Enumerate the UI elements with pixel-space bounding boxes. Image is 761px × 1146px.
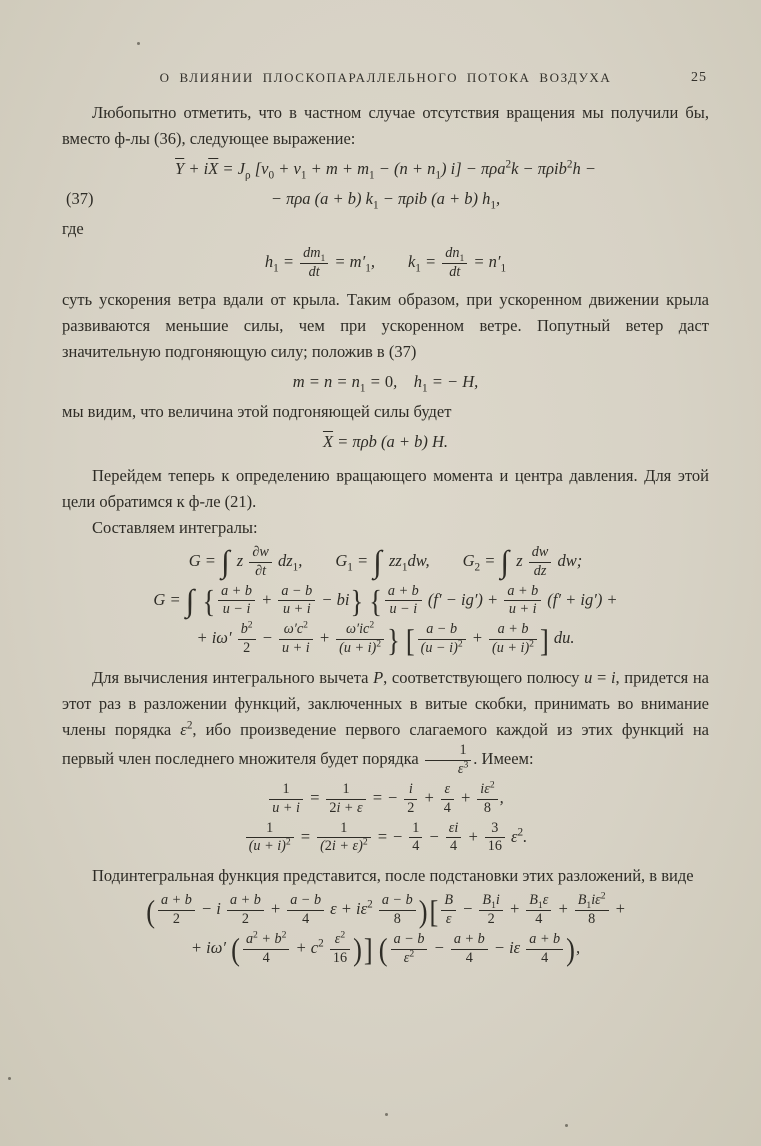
- equation-37-continued: − πρa (a + b) $k_1 - \pi\rho ib$ (a + b) $h_1$,: [270, 189, 501, 212]
- paragraph-wind-acceleration: суть ускорения ветра вдали от крыла. Таким образом, при ускоренном движении крыла развиваются меньшие силы, чем при ускоренном ветре. Попутный ветер даст значительную подгоняющую силу; положив в (37): [62, 289, 709, 361]
- paper-speck: [137, 42, 140, 45]
- equation-integrand-line2: + iω′ ( $\frac{a^2 + b^2}{4}$ + $c^2$ $\frac{\varepsilon^2}{16}$ )] ( $\frac{a - b}{\varepsilon^2}$ − $\frac{a + b}{4}$ − iε $\frac{a + b}{4}$ ),: [190, 929, 581, 968]
- running-head: [62, 70, 709, 86]
- equation-37-line2: [62, 186, 709, 212]
- paper-speck: [8, 1077, 11, 1080]
- paper-speck: [565, 1124, 568, 1127]
- equation-g-expanded-line2: + iω′ $\frac{b^2}{2}$ − $\frac{\omega'c^2}{u + i}$ + $\frac{\omega'ic^2}{(u + i)^2}$ } [ $\frac{a - b}{(u - i)^2}$ + $\frac{a + b}{(u + i)^2}$ ] du.: [196, 619, 575, 658]
- paper-speck: [385, 1113, 388, 1116]
- paragraph-intro: Любопытно отметить, что в частном случае отсутствия вращения мы получили бы, вместо ф-лы (36), следующее выражение:: [62, 103, 709, 148]
- paragraph-integrand: Подинтегральная функция представится, после подстановки этих разложений, в виде: [92, 866, 694, 886]
- where-label: где: [62, 219, 84, 238]
- paragraph-moment-center: Перейдем теперь к определению вращающего момента и центра давления. Для этой цели обратимся к ф-ле (21).: [62, 465, 709, 511]
- header-title: О ВЛИЯНИИ ПЛОСКОПАРАЛЛЕЛЬНОГО ПОТОКА ВОЗДУХА: [159, 70, 612, 85]
- paragraph-residue: Для вычисления интегрального вычета P, соответствующего полюсу u = i, придется на этот раз в разложении функций, заключенных в витые скобки, принимать во внимание члены порядка $\varepsilon^2$, ибо произведение первого слагаемого каждой из этих функций на первый член последнего множителя будет порядка $\frac{1}{\varepsilon^3}$ . Имеем:: [62, 668, 710, 777]
- equation-series-expansion-1: $\frac{1}{u + i}$ = $\frac{1}{2i + \varepsilon}$ = − $\frac{i}{2}$ + $\frac{\varepsilon}{4}$ + $\frac{i\varepsilon^2}{8}$ ,: [62, 782, 709, 817]
- equation-integrand-line1: ( $\frac{a + b}{2}$ − i $\frac{a + b}{2}$ + $\frac{a - b}{4}$ $\varepsilon + i\varepsilon^2$ $\frac{a - b}{8}$ )[ $\frac{B}{\varepsilon}$ − $\frac{B_1i}{2}$ + $\frac{B_1\varepsilon}{4}$ + $\frac{B_1i\varepsilon^2}{8}$ +: [146, 890, 626, 929]
- equation-37-line1: $\overline{Y} + i\overline{X} = J_\rho$ $[v_0 + v_1 + m + m_1 - (n + n_1) i] - \pi\rho a^2k - \pi\rho ib^2h$ −: [175, 158, 596, 182]
- equation-conditions: $m = n = n_1 = 0$, $h_1$ = − H,: [292, 371, 479, 395]
- page-number: 25: [691, 70, 707, 85]
- equation-driving-force: $\overline{X} = \pi\rho b$ (a + b) H.: [322, 431, 449, 451]
- paragraph-force-value: мы видим, что величина этой подгоняющей силы будет: [62, 401, 452, 421]
- equation-integrals-definition: G = ∫ z $\frac{\partial w}{\partial t}$ $dz_1$, $G_1$ = ∫ $zz_1dw$, $G_2$ = ∫ z $\frac{dw}{dz}$ dw;: [188, 543, 583, 580]
- paragraph-compose-integrals: Составляем интегралы:: [92, 517, 258, 537]
- equation-accelerations: $h_1$ = $\frac{dm_1}{dt}$ = $m'_1$, $k_1$ = $\frac{dn_1}{dt}$ = $n'_1$: [264, 245, 507, 280]
- equation-37-label: (37): [66, 189, 94, 208]
- equation-series-expansion-2: $\frac{1}{(u + i)^2}$ = $\frac{1}{(2i + \varepsilon)^2}$ = − $\frac{1}{4}$ − $\frac{\varepsilon i}{4}$ + $\frac{3}{16}$ $\varepsilon^2$.: [62, 821, 709, 856]
- equation-g-expanded-line1: G = ∫ { $\frac{a + b}{u - i}$ + $\frac{a - b}{u + i}$ − bi} { $\frac{a + b}{u - i}$ (f′ − ig′) + $\frac{a + b}{u + i}$ (f′ + ig′) +: [153, 582, 618, 620]
